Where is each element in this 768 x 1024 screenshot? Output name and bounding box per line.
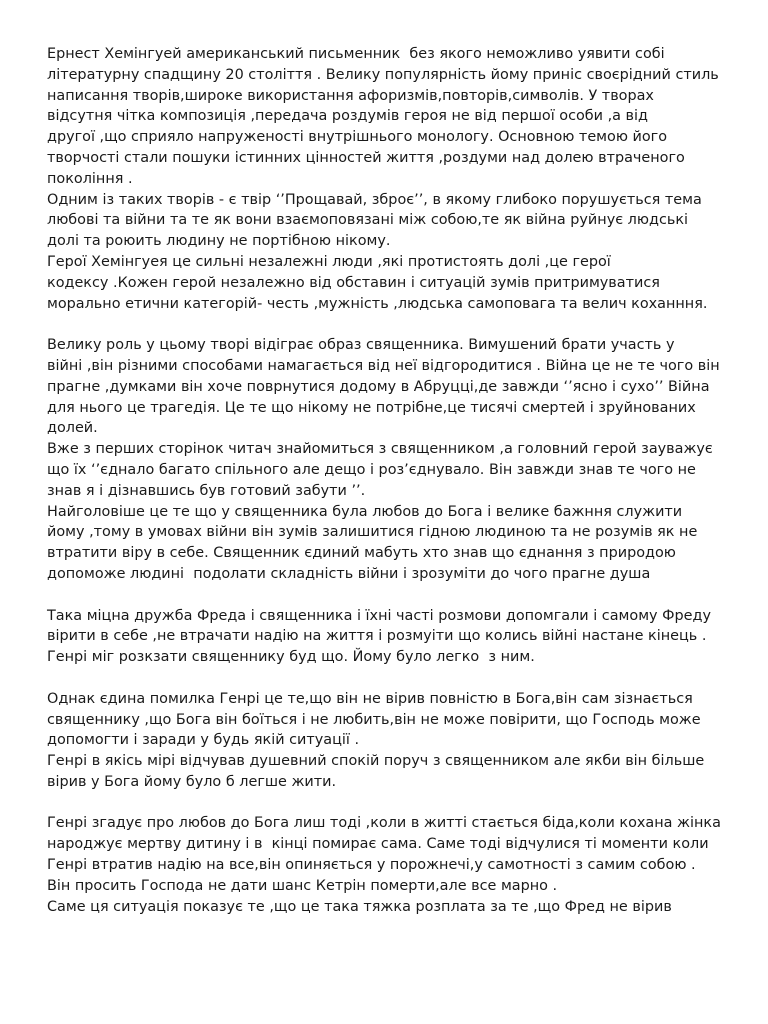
- text-line: що їх ‘’єднало багато спільного але дещо і роз’єднувало. Він завжди знав те чого не: [47, 461, 696, 478]
- text-line: священнику ,що Бога він боїться і не любить,він не може повірити, що Господь може: [47, 711, 701, 728]
- text-line: війні ,він різними способами намагається від неї відгородитися . Війна це не те чого він: [47, 357, 720, 374]
- text-line: Генрі в якісь мірі відчував душевний спокій поруч з священником але якби він більше: [47, 753, 705, 770]
- text-line: любові та війни та те як вони взаємоповязані між собою,те як війна руйнує людські: [47, 212, 689, 229]
- text-line: покоління .: [47, 170, 133, 187]
- paragraph-5: [47, 813, 747, 917]
- text-line: народжує мертву дитину і в кінці помирає сама. Саме тоді відчулися ті моменти коли: [47, 836, 709, 853]
- paragraph-2: [47, 335, 747, 585]
- text-line: Така міцна дружба Фреда і священника і їхні часті розмови допомгали і самому Фреду: [47, 607, 711, 624]
- text-line: Генрі міг розкзати священнику буд що. Йому було легко з ним.: [47, 649, 535, 666]
- text-line: літературну спадщину 20 століття . Велику популярність йому приніс своєрідний стиль: [47, 66, 719, 83]
- text-line: допомогти і заради у будь якій ситуації .: [47, 732, 360, 749]
- text-line: Генрі втратив надію на все,він опиняється у порожнечі,у самотності з самим собою .: [47, 857, 696, 874]
- text-line: Ернест Хемінгуей американський письменник без якого неможливо уявити собі: [47, 46, 665, 62]
- text-line: допоможе людині подолати складність війни і зрозуміти до чого прагне душа: [47, 565, 651, 582]
- text-line: прагне ,думками він хоче поврнутися додому в Абруцці,де завжди ‘’ясно і сухо’’ Війна: [47, 378, 710, 395]
- text-line: відсутня чітка композиція ,передача роздумів героя не від першої особи ,а від: [47, 108, 648, 125]
- text-line: долей.: [47, 420, 98, 437]
- text-line: Велику роль у цьому творі відіграє образ священника. Вимушений брати участь у: [47, 337, 675, 354]
- text-line: творчості стали пошуки істинних цінностей життя ,роздуми над долею втраченого: [47, 149, 685, 166]
- text-line: Герої Хемінгуея це сильні незалежні люди ,які протистоять долі ,це герої: [47, 253, 611, 270]
- text-line: морально етични категорій- честь ,мужність ,людська самоповага та велич коханння.: [47, 295, 708, 312]
- paragraph-1: [47, 44, 747, 314]
- text-line: Він просить Господа не дати шанс Кетрін померти,але все марно .: [47, 877, 558, 894]
- text-line: Вже з перших сторінок читач знайомиться з священником ,а головний герой зауважує: [47, 441, 713, 458]
- document-page: [47, 44, 747, 938]
- text-line: Саме ця ситуація показує те ,що це така тяжка розплата за те ,що Фред не вірив: [47, 898, 672, 915]
- paragraph-3: [47, 606, 747, 668]
- text-line: вірив у Бога йому було б легше жити.: [47, 773, 337, 790]
- text-line: для нього це трагедія. Це те що нікому не потрібне,це тисячі смертей і зруйнованих: [47, 399, 696, 416]
- text-line: втратити віру в себе. Священник єдиний мабуть хто знав що єднання з природою: [47, 545, 676, 562]
- text-line: Найголовіше це те що у священника була любов до Бога і велике бажння служити: [47, 503, 683, 520]
- text-line: йому ,тому в умовах війни він зумів залишитися гідною людиною та не розумів як не: [47, 524, 698, 541]
- text-line: другої ,що сприяло напруженості внутрішнього монологу. Основною темою його: [47, 129, 668, 146]
- text-line: написання творів,широке використання афоризмів,повторів,символів. У творах: [47, 87, 654, 104]
- paragraph-4: [47, 689, 747, 793]
- text-line: Одним із таких творів - є твір ‘’Прощавай, зброє’’, в якому глибоко порушується тема: [47, 191, 702, 208]
- text-line: долі та роюить людину не портібною нікому.: [47, 233, 391, 250]
- text-line: знав я і дізнавшись був готовий забути ’’.: [47, 482, 366, 499]
- text-line: Однак єдина помилка Генрі це те,що він не вірив повністю в Бога,він сам зізнається: [47, 690, 693, 707]
- text-line: кодексу .Кожен герой незалежно від обставин і ситуацій зумів притримуватися: [47, 274, 660, 291]
- text-line: вірити в себе ,не втрачати надію на життя і розмуіти що колись війні настане кінець .: [47, 628, 707, 645]
- text-line: Генрі згадує про любов до Бога лиш тоді ,коли в житті стається біда,коли кохана жінка: [47, 815, 721, 832]
